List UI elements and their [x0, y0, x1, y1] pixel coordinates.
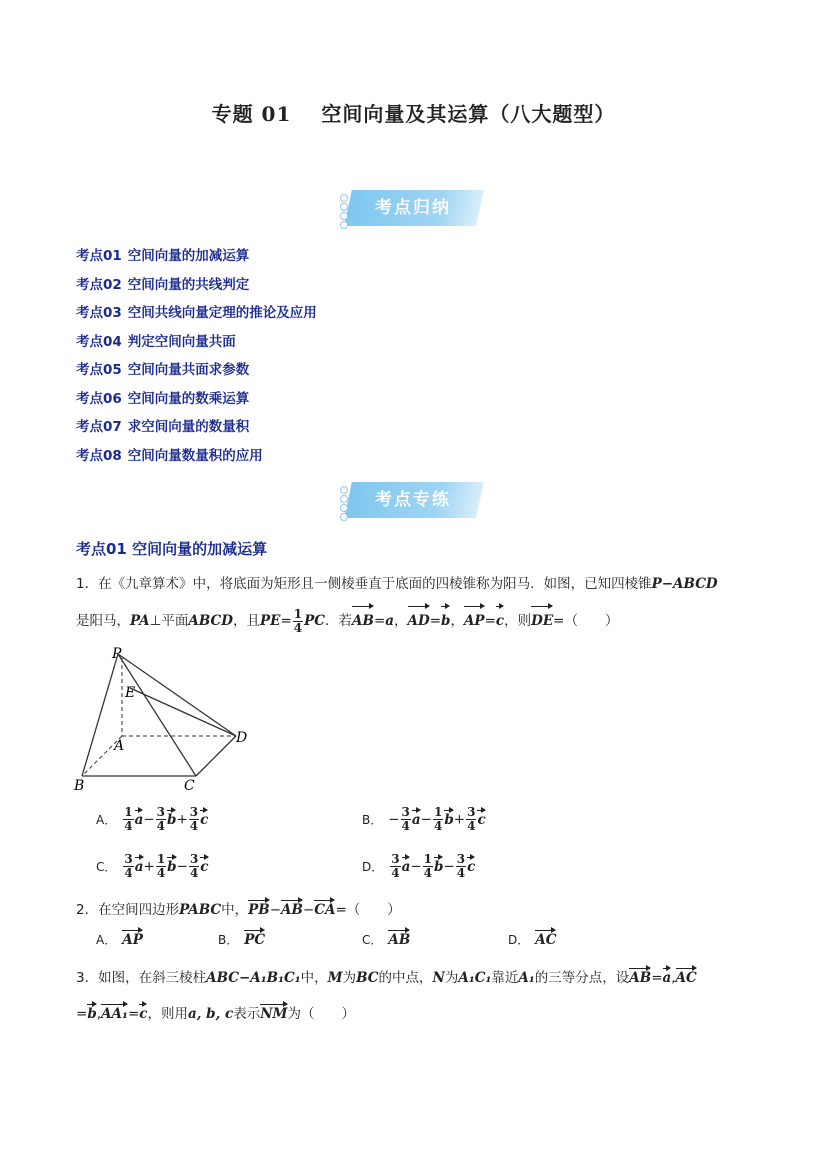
topic-item[interactable]: 考点08 空间向量数量积的应用	[76, 447, 263, 464]
label-C: C	[184, 778, 195, 794]
banner-summary	[340, 188, 486, 228]
topic-item[interactable]: 考点07 求空间向量的数量积	[76, 419, 250, 435]
label-D: D	[236, 730, 248, 746]
q1-option-a[interactable]: A． $\frac{1}{4}$ a− $\frac{3}{4}$ b+ $\frac{3}{4}$ c	[96, 805, 209, 833]
q1-option-d[interactable]: D． $\frac{3}{4}$ a− $\frac{1}{4}$ b− $\frac{3}{4}$ c	[362, 852, 476, 880]
label-B: B	[74, 778, 85, 794]
topic-item[interactable]: 考点04 判定空间向量共面	[76, 333, 236, 350]
label-E: E	[125, 685, 136, 701]
q3-line1: 3．如图，在斜三棱柱ABC−A₁B₁C₁中，M为BC的中点，N为A₁C₁靠近A₁的三等分点，设AB=a,AC	[76, 970, 697, 986]
q2-stem: 2．在空间四边形PABC中，PB−AB−CA=（ ）	[76, 902, 401, 918]
q2-option-b[interactable]: B． PC	[218, 932, 266, 948]
topic-item[interactable]: 考点06 空间向量的数乘运算	[76, 390, 250, 407]
topic-item[interactable]: 考点05 空间向量共面求参数	[76, 362, 250, 378]
q2-option-a[interactable]: A． AP	[96, 932, 143, 948]
title-text: 空间向量及其运算（八大题型）	[321, 102, 616, 126]
topic-list	[76, 242, 317, 470]
topic-item[interactable]: 考点01 空间向量的加减运算	[76, 248, 250, 264]
banner-practice-label: 考点专练	[375, 490, 451, 510]
q1-line2: 是阳马，PA⊥平面ABCD，且PE= $\frac{1}{4}$ PC．若AB=a，AD=b，AP=c，则DE=（ ）	[76, 606, 619, 635]
q1-line1: 1．在《九章算术》中，将底面为矩形且一侧棱垂直于底面的四棱锥称为阳马．如图，已知四棱锥P−ABCD	[76, 576, 718, 592]
page-title	[0, 98, 827, 127]
topic-item[interactable]: 考点02 空间向量的共线判定	[76, 276, 250, 293]
q1-option-b[interactable]: B． − $\frac{3}{4}$ a− $\frac{1}{4}$ b+ $\frac{3}{4}$ c	[362, 805, 486, 833]
q2-option-d[interactable]: D． AC	[508, 932, 557, 948]
label-A: A	[114, 738, 125, 754]
banner-practice	[340, 480, 486, 520]
label-P: P	[112, 646, 122, 662]
topic-item[interactable]: 考点03 空间共线向量定理的推论及应用	[76, 305, 317, 321]
section-heading: 考点01 空间向量的加减运算	[76, 540, 268, 558]
pyramid-figure	[70, 644, 260, 794]
banner-summary-label: 考点归纳	[375, 198, 451, 218]
q2-option-c[interactable]: C． AB	[362, 932, 411, 948]
q3-line2: =b,AA₁=c，则用a, b, c表示NM为（ ）	[76, 1006, 355, 1022]
title-number: 专题 01	[211, 102, 292, 126]
q1-option-c[interactable]: C． $\frac{3}{4}$ a+ $\frac{1}{4}$ b− $\frac{3}{4}$ c	[96, 852, 209, 880]
